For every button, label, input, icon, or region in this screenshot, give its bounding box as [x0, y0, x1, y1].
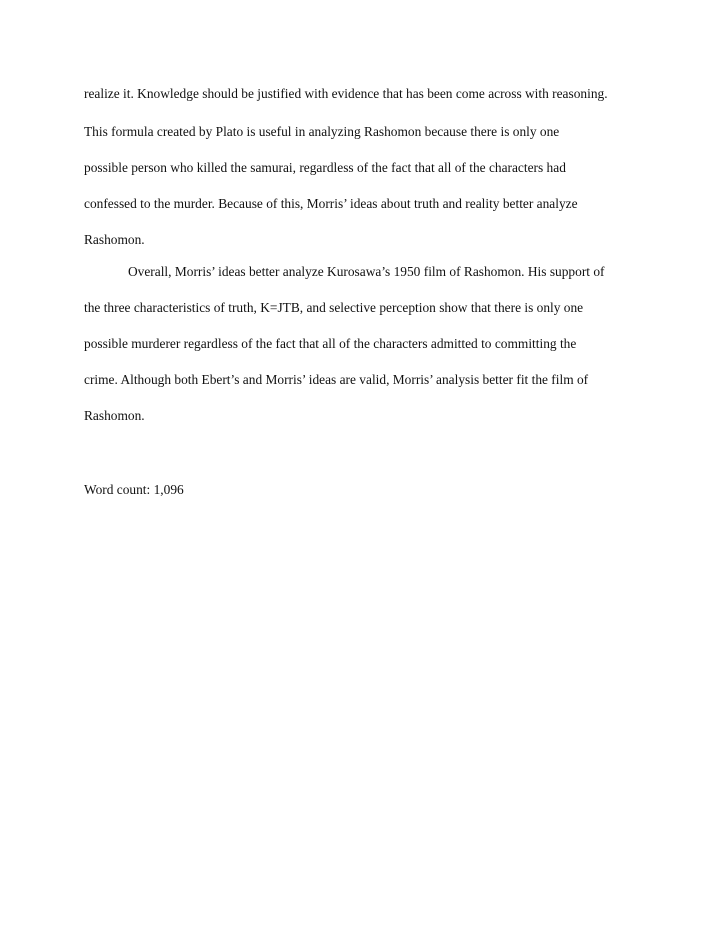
text-line: possible murderer regardless of the fact that all of the characters admitted to committing the [84, 336, 577, 351]
text-line: possible person who killed the samurai, regardless of the fact that all of the characters had [84, 160, 566, 175]
text-line: confessed to the murder. Because of this, Morris’ ideas about truth and reality better analyze [84, 196, 578, 211]
text-line: Rashomon. [84, 232, 145, 247]
text-line: realize it. Knowledge should be justified with evidence that has been come across with reasoning. [84, 86, 608, 101]
word-count: Word count: 1,096 [84, 482, 184, 497]
text-line: Rashomon. [84, 408, 145, 423]
text-line: crime. Although both Ebert’s and Morris’ ideas are valid, Morris’ analysis better fit the film of [84, 372, 589, 387]
text-line: This formula created by Plato is useful in analyzing Rashomon because there is only one [84, 124, 560, 139]
text-line: the three characteristics of truth, K=JTB, and selective perception show that there is only one [84, 300, 584, 315]
text-line: Overall, Morris’ ideas better analyze Kurosawa’s 1950 film of Rashomon. His support of [128, 264, 605, 279]
